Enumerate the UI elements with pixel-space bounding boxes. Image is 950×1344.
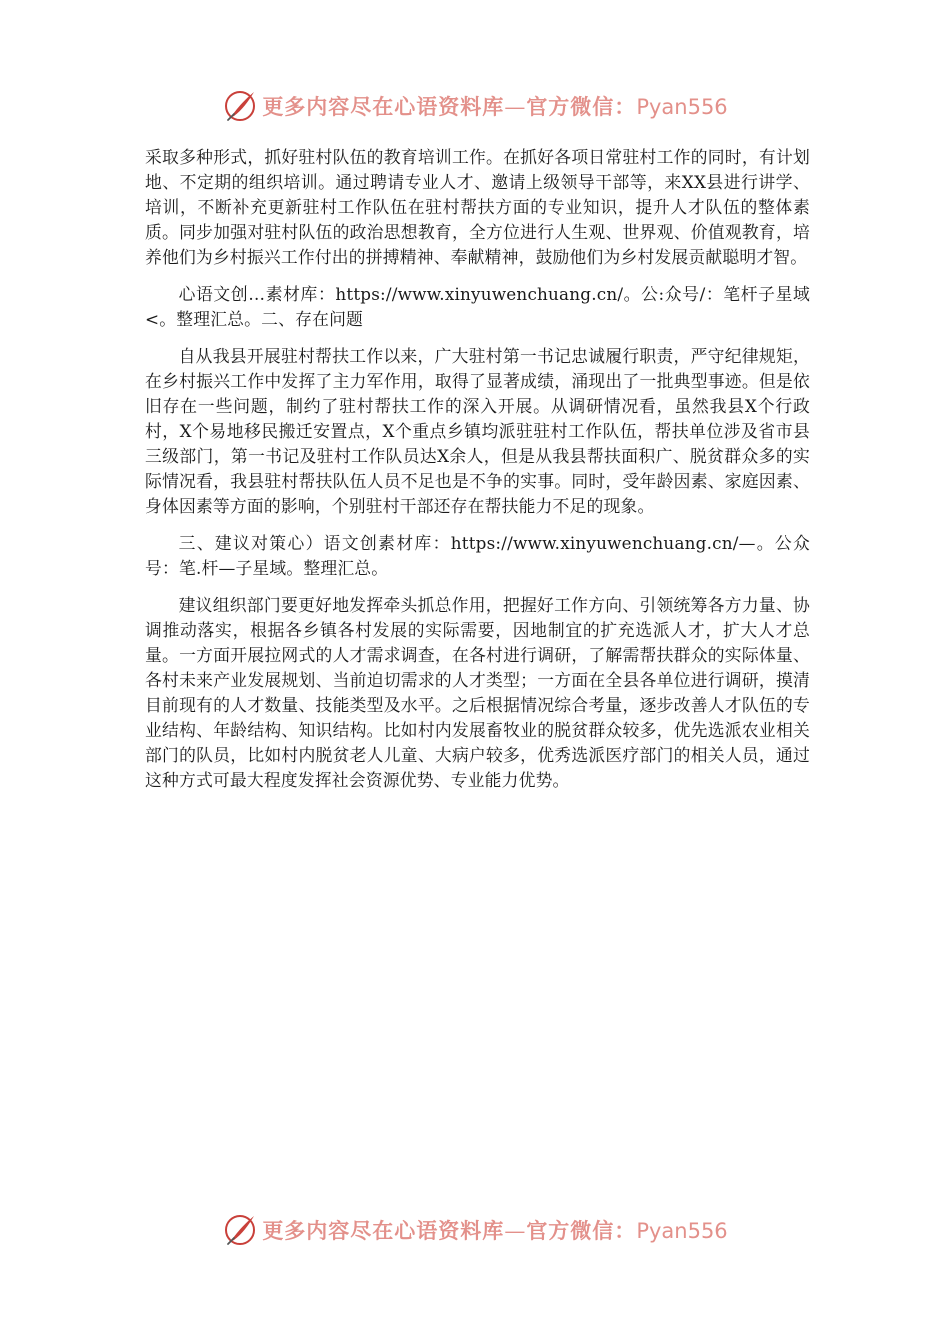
footer-wechat-id: Pyan556: [636, 1219, 728, 1243]
footer-separator: —: [504, 1219, 527, 1243]
header-promo: [262, 91, 727, 121]
paragraph-source-problems: 心语文创…素材库：https://www.xinyuwenchuang.cn/。公:众号/：笔杆子星域<。整理汇总。二、存在问题: [145, 284, 810, 329]
document-body: [145, 145, 810, 805]
paragraph-problems: 自从我县开展驻村帮扶工作以来，广大驻村第一书记忠诚履行职责，严守纪律规矩，在乡村振兴工作中发挥了主力军作用，取得了显著成绩，涌现出了一批典型事迹。但是依旧存在一些问题，制约了驻村帮扶工作的深入开展。从调研情况看，虽然我县X个行政村，X个易地移民搬迁安置点，X个重点乡镇均派驻驻村工作队伍，帮扶单位涉及省市县三级部门，第一书记及驻村工作队员达X余人，但是从我县帮扶面积广、脱贫群众多的实际情况看，我县驻村帮扶队伍人员不足也是不争的实事。同时，受年龄因素、家庭因素、身体因素等方面的影响，个别驻村干部还存在帮扶能力不足的现象。: [145, 346, 810, 516]
footer-wechat-label: 官方微信：: [526, 1218, 637, 1243]
footer-promo-text: 更多内容尽在心语资料库: [262, 1218, 505, 1243]
paragraph-suggestions-heading: 三、建议对策心）语文创素材库：https://www.xinyuwenchuang.cn/—。公众号：笔.杆—子星域。整理汇总。: [145, 533, 810, 578]
paragraph-suggestions: 建议组织部门要更好地发挥牵头抓总作用，把握好工作方向、引领统筹各方力量、协调推动落实，根据各乡镇各村发展的实际需要，因地制宜的扩充选派人才，扩大人才总量。一方面开展拉网式的人才需求调查，在各村进行调研，了解需帮扶群众的实际体量、各村未来产业发展规划、当前迫切需求的人才类型；一方面在全县各单位进行调研，摸清目前现有的人才数量、技能类型及水平。之后根据情况综合考量，逐步改善人才队伍的专业结构、年龄结构、知识结构。比如村内发展畜牧业的脱贫群众较多，优先选派农业相关部门的队员，比如村内脱贫老人儿童、大病户较多，优秀选派医疗部门的相关人员，通过这种方式可最大程度发挥社会资源优势、专业能力优势。: [145, 595, 810, 790]
footer-promo: [262, 1215, 727, 1245]
header-wechat-id: Pyan556: [636, 95, 728, 119]
header-wechat-label: 官方微信：: [526, 94, 637, 119]
header-promo-text: 更多内容尽在心语资料库: [262, 94, 505, 119]
header-banner: [0, 84, 950, 128]
paragraph-training: 采取多种形式，抓好驻村队伍的教育培训工作。在抓好各项日常驻村工作的同时，有计划地、不定期的组织培训。通过聘请专业人才、邀请上级领导干部等，来XX县进行讲学、培训，不断补充更新驻村工作队伍在驻村帮扶方面的专业知识，提升人才队伍的整体素质。同步加强对驻村队伍的政治思想教育，全方位进行人生观、世界观、价值观教育，培养他们为乡村振兴工作付出的拼搏精神、奉献精神，鼓励他们为乡村发展贡献聪明才智。: [145, 147, 810, 267]
header-separator: —: [504, 95, 527, 119]
footer-banner: [0, 1208, 950, 1252]
quill-pen-logo-icon: [222, 88, 258, 124]
quill-pen-logo-icon: [222, 1212, 258, 1248]
